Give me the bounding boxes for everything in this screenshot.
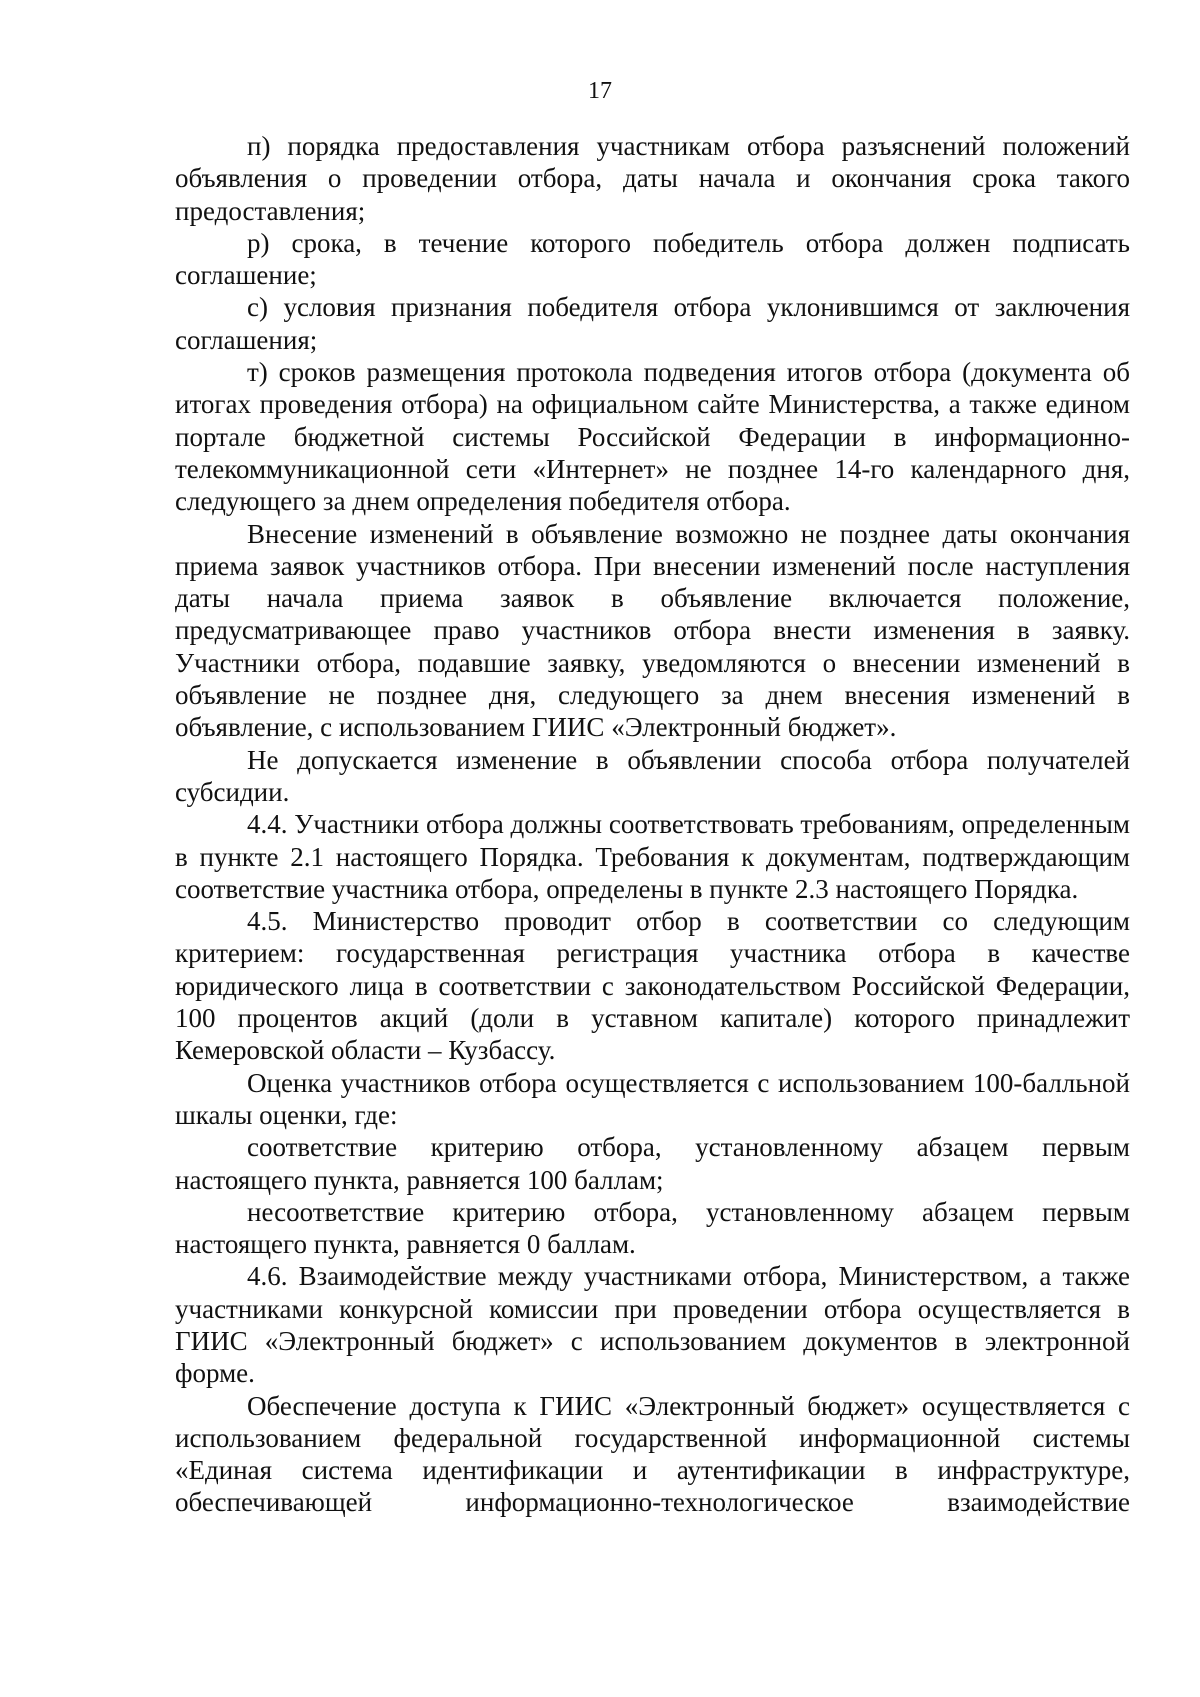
page-number: 17 <box>588 78 612 104</box>
paragraph-4-6: 4.6. Взаимодействие между участниками отбора, Министерством, а также участниками конкурсной комиссии при проведении отбора осуществляется в ГИИС «Электронный бюджет» с использованием документов в электронной форме. <box>175 1261 1130 1389</box>
paragraph-announcement-changes: Внесение изменений в объявление возможно не позднее даты окончания приема заявок участников отбора. При внесении изменений после наступления даты начала приема заявок в объявление включается положение, предусматривающее право участников отбора внести изменения в заявку. Участники отбора, подавшие заявку, уведомляются о внесении изменений в объявление не позднее дня, следующего за днем внесения изменений в объявление, с использованием ГИИС «Электронный бюджет». <box>175 518 1130 743</box>
paragraph-item-r: р) срока, в течение которого победитель отбора должен подписать соглашение; <box>175 227 1130 291</box>
paragraph-item-t: т) сроков размещения протокола подведения итогов отбора (документа об итогах проведения отбора) на официальном сайте Министерства, а также едином портале бюджетной системы Российской Федерации в информационно-телекоммуникационной сети «Интернет» не позднее 14-го календарного дня, следующего за днем определения победителя отбора. <box>175 357 1130 517</box>
paragraph-criterion-not-met: несоответствие критерию отбора, установленному абзацем первым настоящего пункта, равняется 0 баллам. <box>175 1196 1130 1260</box>
paragraph-access-giis: Обеспечение доступа к ГИИС «Электронный бюджет» осуществляется с использованием федеральной государственной информационной системы «Единая система идентификации и аутентификации в инфраструктуре, обеспечивающей информационно-технологическое взаимодействие <box>175 1390 1130 1518</box>
paragraph-selection-method-change: Не допускается изменение в объявлении способа отбора получателей субсидии. <box>175 744 1130 807</box>
paragraph-4-5: 4.5. Министерство проводит отбор в соответствии со следующим критерием: государственная регистрация участника отбора в качестве юридического лица в соответствии с законодательством Российской Федерации, 100 процентов акций (доли в уставном капитале) которого принадлежит Кемеровской области – Кузбассу. <box>175 906 1130 1066</box>
document-body <box>175 130 1130 1519</box>
paragraph-item-s: с) условия признания победителя отбора уклонившимся от заключения соглашения; <box>175 292 1130 355</box>
paragraph-evaluation-scale: Оценка участников отбора осуществляется с использованием 100-балльной шкалы оценки, где: <box>175 1067 1130 1130</box>
paragraph-4-4: 4.4. Участники отбора должны соответствовать требованиям, определенным в пункте 2.1 настоящего Порядка. Требования к документам, подтверждающим соответствие участника отбора, определены в пункте 2.3 настоящего Порядка. <box>175 809 1130 904</box>
paragraph-criterion-met: соответствие критерию отбора, установленному абзацем первым настоящего пункта, равняется 100 баллам; <box>175 1132 1130 1195</box>
paragraph-item-p: п) порядка предоставления участникам отбора разъяснений положений объявления о проведении отбора, даты начала и окончания срока такого предоставления; <box>175 131 1130 226</box>
